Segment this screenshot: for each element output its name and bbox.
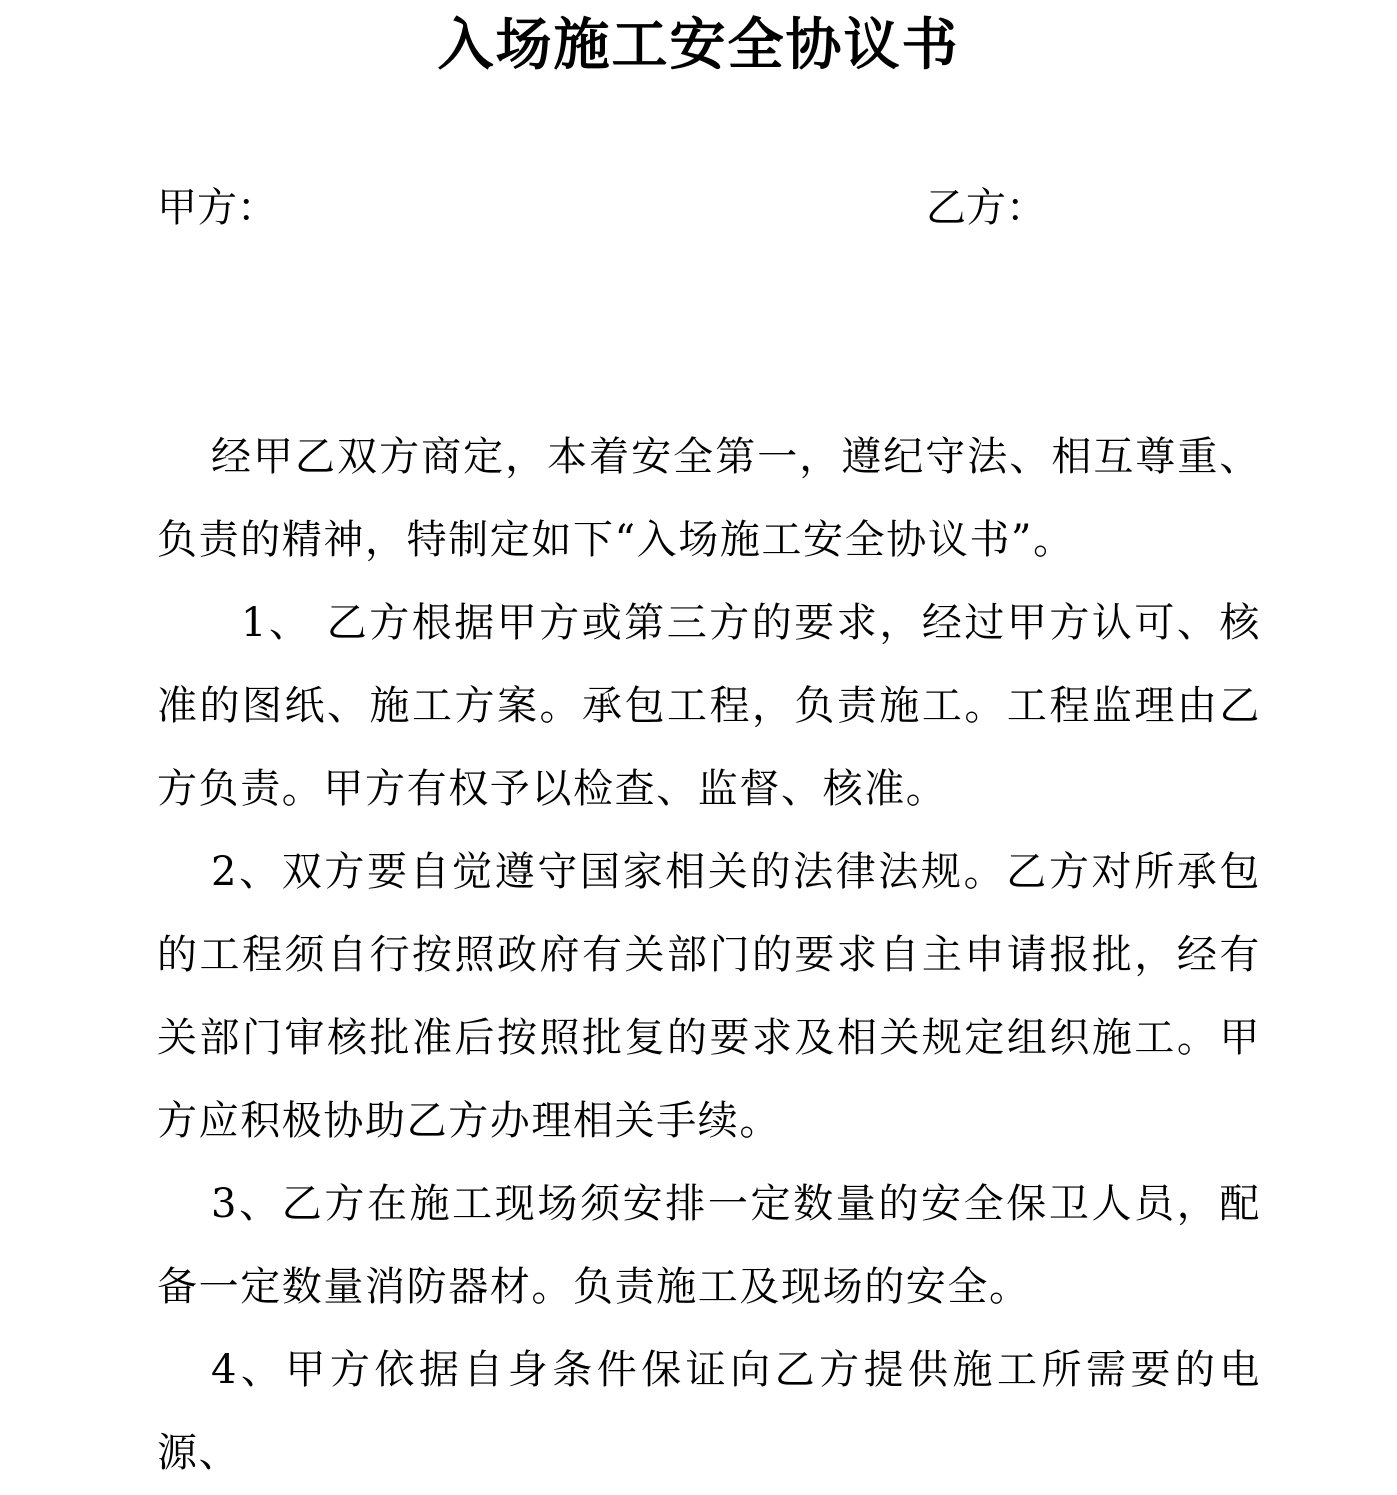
party-a-label: 甲方：: [157, 185, 277, 231]
clause-2: 2、双方要自觉遵守国家相关的法律法规。乙方对所承包的工程须自行按照政府有关部门的要求自主申请报批，经有关部门审核批准后按照批复的要求及相关规定组织施工。甲方应积极协助乙方办理相关手续。: [157, 849, 1261, 1144]
clause-4: 4、甲方依据自身条件保证向乙方提供施工所需要的电源、: [157, 1347, 1261, 1476]
clause-1: 1、 乙方根据甲方或第三方的要求，经过甲方认可、核准的图纸、施工方案。承包工程，负责施工。工程监理由乙方负责。甲方有权予以检查、监督、核准。: [157, 600, 1261, 812]
agreement-body: [157, 416, 1261, 1495]
document-title: 入场施工安全协议书: [437, 12, 960, 78]
clause-3: 3、乙方在施工现场须安排一定数量的安全保卫人员，配备一定数量消防器材。负责施工及现场的安全。: [157, 1181, 1261, 1310]
intro-paragraph: 经甲乙双方商定，本着安全第一，遵纪守法、相互尊重、负责的精神，特制定如下“入场施工安全协议书”。: [157, 434, 1261, 563]
party-b-label: 乙方：: [926, 185, 1046, 231]
